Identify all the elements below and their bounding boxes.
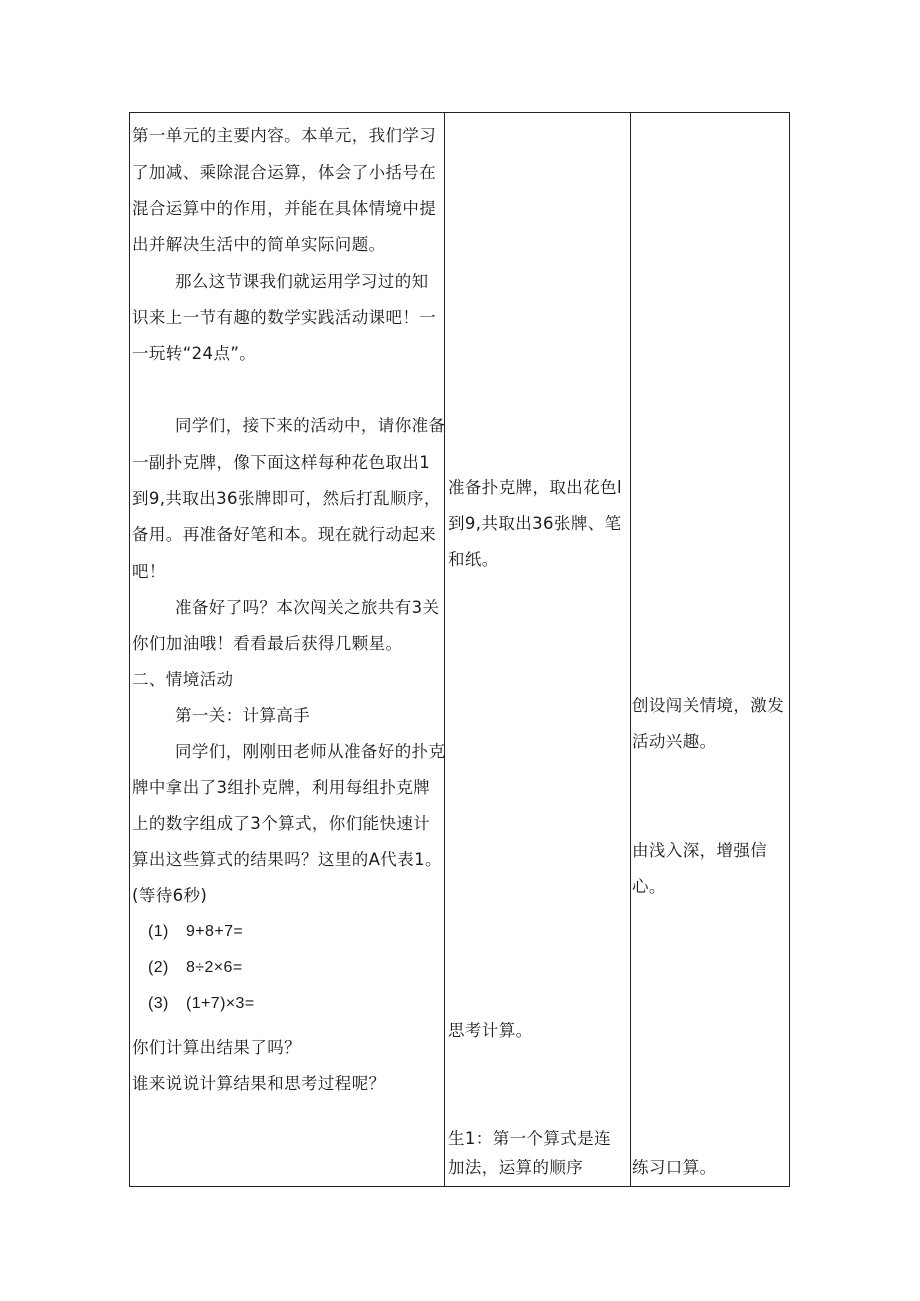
expression-number: (1) (148, 923, 169, 940)
expression-text: (1+7)×3= (186, 995, 255, 1012)
paragraph-line: 准备扑克牌，取出花色l (448, 478, 622, 497)
paragraph-line: 谁来说说计算结果和思考过程呢？ (132, 1074, 386, 1093)
paragraph-line: 生1：第一个算式是连 (448, 1129, 611, 1148)
paragraph-line: 那么这节课我们就运用学习过的知 (175, 272, 429, 291)
paragraph-line: 一副扑克牌，像下面这样每种花色取出1 (132, 453, 431, 472)
design-intent-column (632, 113, 789, 1186)
paragraph-line: 到9,共取出36张牌、笔 (448, 514, 622, 533)
paragraph-line: 了加减、乘除混合运算，体会了小括号在 (132, 163, 437, 182)
expression-text: 8÷2×6= (186, 959, 243, 976)
expression-text: 9+8+7= (186, 923, 244, 940)
paragraph-line: 第一单元的主要内容。本单元，我们学习 (132, 126, 437, 145)
paragraph-line: 吧！ (132, 562, 166, 581)
column-divider (630, 113, 631, 1186)
student-activity-column (446, 113, 630, 1186)
subsection-heading: 第一关：计算高手 (175, 706, 311, 725)
paragraph-line: 到9,共取出36张牌即可，然后打乱顺序， (132, 489, 441, 508)
paragraph-line: 和纸。 (448, 550, 499, 569)
paragraph-line: 练习口算。 (632, 1158, 717, 1177)
paragraph-line: 识来上一节有趣的数学实践活动课吧！一 (132, 308, 437, 327)
paragraph-line: 同学们，刚刚田老师从准备好的扑克 (175, 742, 446, 761)
paragraph-line: 创设闯关情境，激发 (632, 696, 785, 715)
column-divider (444, 113, 445, 1186)
section-heading: 二、情境活动 (132, 670, 234, 689)
paragraph-line: 一玩转“24点”。 (132, 344, 257, 363)
paragraph-line: 由浅入深，增强信 (632, 841, 768, 860)
paragraph-line: (等待6秒) (132, 886, 208, 905)
paragraph-line: 你们计算出结果了吗？ (132, 1038, 301, 1057)
paragraph-line: 活动兴趣。 (632, 732, 717, 751)
paragraph-line: 备用。再准备好笔和本。现在就行动起来 (132, 525, 437, 544)
paragraph-line: 算出这些算式的结果吗？这里的A代表1。 (132, 850, 442, 869)
expression-number: (3) (148, 995, 169, 1012)
paragraph-line: 同学们，接下来的活动中，请你准备 (175, 416, 446, 435)
paragraph-line: 思考计算。 (448, 1021, 533, 1040)
paragraph-line: 出并解决生活中的简单实际问题。 (132, 235, 386, 254)
expression-number: (2) (148, 959, 169, 976)
paragraph-line: 你们加油哦！看看最后获得几颗星。 (132, 634, 403, 653)
paragraph-line: 准备好了吗？本次闯关之旅共有3关 (175, 598, 440, 617)
paragraph-line: 上的数字组成了3个算式，你们能快速计 (132, 814, 431, 833)
paragraph-line: 加法，运算的顺序 (448, 1158, 584, 1177)
teacher-activity-column (130, 113, 444, 1186)
paragraph-line: 混合运算中的作用，并能在具体情境中提 (132, 199, 437, 218)
paragraph-line: 心。 (632, 877, 666, 896)
paragraph-line: 牌中拿出了3组扑克牌，利用每组扑克牌 (132, 778, 431, 797)
lesson-plan-table (129, 112, 790, 1187)
